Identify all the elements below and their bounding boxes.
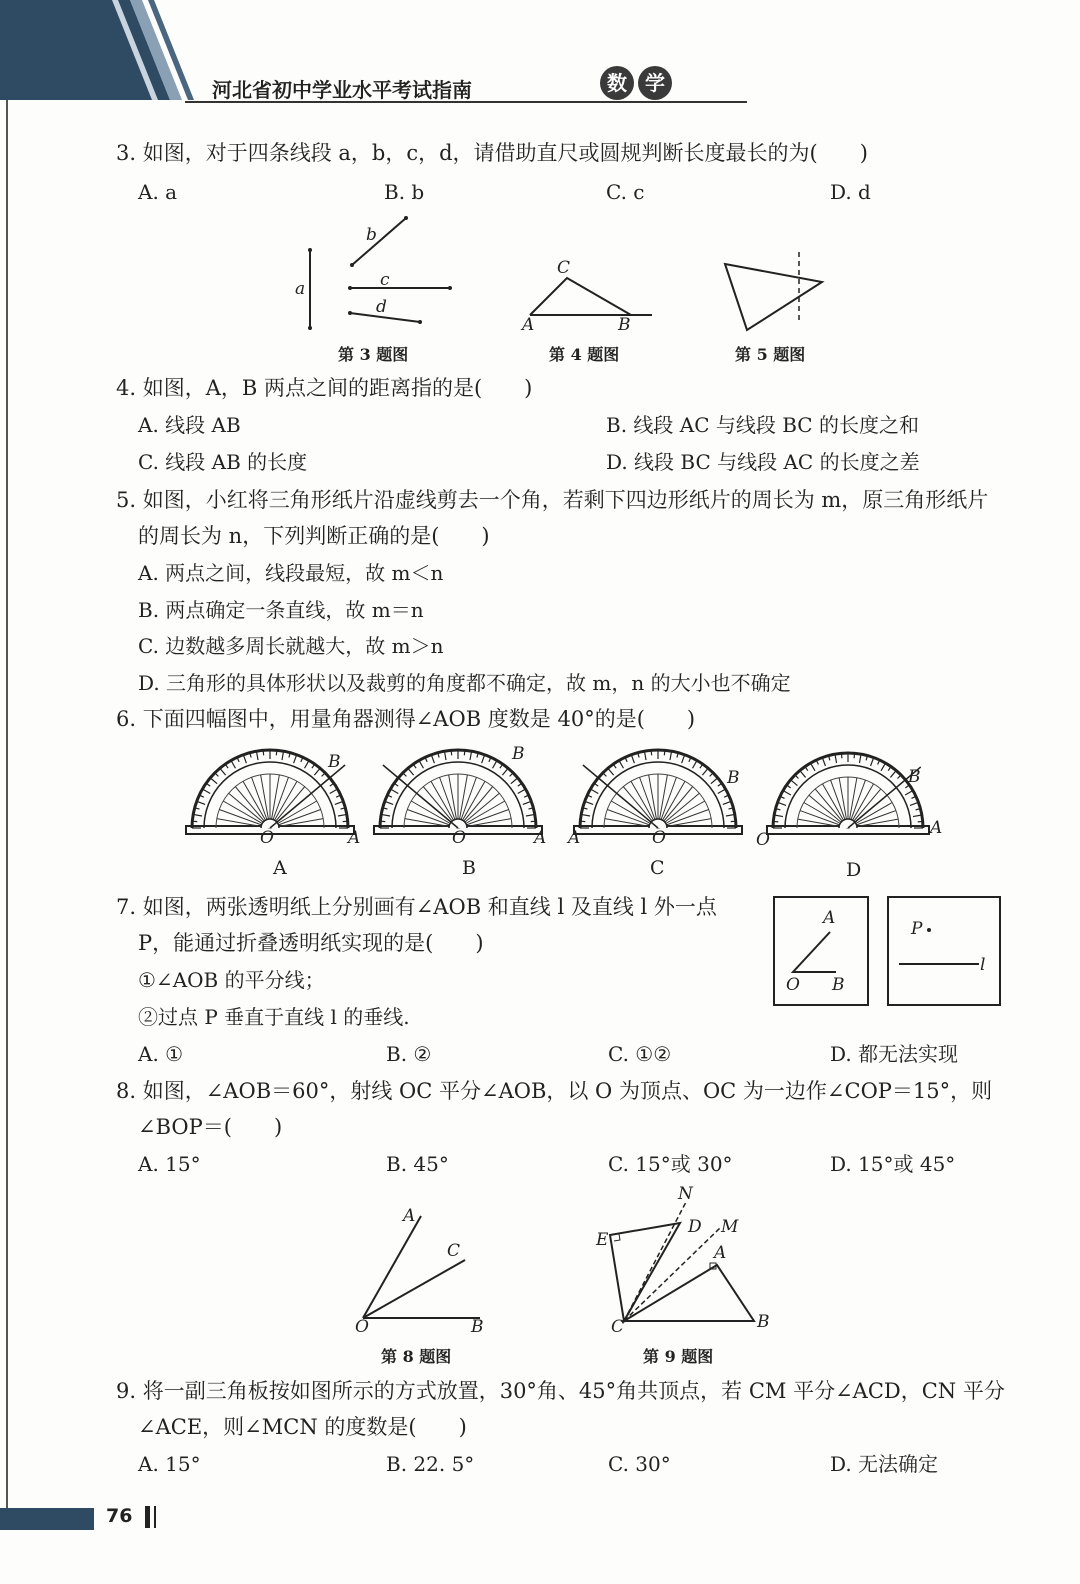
q7-option-c: C. ①②: [608, 1042, 672, 1066]
q5-stem-line1: 5. 如图，小红将三角形纸片沿虚线剪去一个角，若剩下四边形纸片的周长为 m，原三角形纸片: [116, 488, 989, 512]
fig3-label-c: c: [380, 270, 390, 290]
q5-option-c: C. 边数越多周长就越大，故 m＞n: [138, 634, 444, 658]
q6b-label-b: B: [512, 744, 525, 764]
subject-badge-1: 数: [600, 66, 634, 100]
fig8-label-a: A: [403, 1206, 416, 1226]
q6a-label-o: O: [260, 828, 274, 848]
q6-option-letter-a: A: [273, 857, 287, 879]
fig8-caption: 第 8 题图: [381, 1347, 452, 1366]
fig3-label-b: b: [366, 225, 377, 245]
fig8-label-b: B: [471, 1317, 484, 1337]
fig9-caption: 第 9 题图: [643, 1347, 714, 1366]
fig7-label-a: A: [823, 908, 836, 928]
q4-option-d: D. 线段 BC 与线段 AC 的长度之差: [606, 450, 920, 474]
q6c-label-a: A: [568, 828, 581, 848]
q7-option-a: A. ①: [138, 1042, 184, 1066]
fig9-label-n: N: [678, 1184, 693, 1204]
q4-option-a: A. 线段 AB: [138, 413, 241, 437]
q3-stem: 3. 如图，对于四条线段 a，b，c，d，请借助直尺或圆规判断长度最长的为( ): [116, 141, 868, 165]
q8-stem-line1: 8. 如图，∠AOB＝60°，射线 OC 平分∠AOB，以 O 为顶点、OC 为一边作∠COP＝15°，则: [116, 1079, 993, 1103]
fig7-label-o: O: [786, 975, 800, 995]
q8-option-d: D. 15°或 45°: [830, 1152, 956, 1176]
fig7-label-p: P: [911, 919, 923, 939]
fig7-label-l: l: [980, 955, 986, 975]
q6a-label-b: B: [328, 752, 341, 772]
q6d-label-a: A: [930, 818, 943, 838]
q5-option-b: B. 两点确定一条直线，故 m＝n: [138, 598, 424, 622]
fig9-label-c: C: [611, 1317, 625, 1337]
q4-option-b: B. 线段 AC 与线段 BC 的长度之和: [606, 413, 919, 437]
q3-option-b: B. b: [384, 180, 425, 204]
fig9-label-b: B: [757, 1312, 770, 1332]
q8-stem-line2: ∠BOP＝( ): [138, 1115, 283, 1139]
subject-badge-2: 学: [638, 66, 672, 100]
fig3-caption: 第 3 题图: [338, 345, 409, 364]
fig4-label-c: C: [557, 258, 571, 278]
q9-option-d: D. 无法确定: [830, 1452, 939, 1476]
fig3-label-d: d: [376, 297, 387, 317]
q6c-label-b: B: [727, 768, 740, 788]
page-left-rule: [6, 100, 8, 1520]
q6-option-letter-b: B: [462, 857, 476, 879]
q9-option-c: C. 30°: [608, 1452, 671, 1476]
q3-option-a: A. a: [138, 180, 178, 204]
fig4-label-b: B: [618, 315, 631, 335]
q7-stem-line1: 7. 如图，两张透明纸上分别画有∠AOB 和直线 l 及直线 l 外一点: [116, 895, 717, 919]
fig9-set-squares: [600, 1190, 770, 1340]
header-stripes: [0, 0, 200, 100]
q7-item2: ②过点 P 垂直于直线 l 的垂线.: [138, 1005, 410, 1029]
header-title: 河北省初中学业水平考试指南: [212, 78, 472, 102]
q8-option-a: A. 15°: [138, 1152, 201, 1176]
q7-option-d: D. 都无法实现: [830, 1042, 959, 1066]
fig9-label-d: D: [688, 1217, 702, 1237]
fig9-label-m: M: [721, 1217, 739, 1237]
q8-option-b: B. 45°: [386, 1152, 449, 1176]
q9-option-b: B. 22. 5°: [386, 1452, 475, 1476]
q6a-label-a: A: [348, 828, 361, 848]
footer-bar: [0, 1508, 94, 1530]
fig8-angle: [355, 1208, 495, 1328]
q3-option-c: C. c: [606, 180, 645, 204]
fig7-label-b: B: [832, 975, 845, 995]
q6b-label-a: A: [534, 828, 547, 848]
fig4-label-a: A: [522, 315, 535, 335]
q7-item1: ①∠AOB 的平分线；: [138, 968, 325, 992]
q5-option-d: D. 三角形的具体形状以及裁剪的角度都不确定，故 m，n 的大小也不确定: [138, 671, 791, 695]
q9-stem-line1: 9. 将一副三角板按如图所示的方式放置，30°角、45°角共顶点，若 CM 平分∠ACD，CN 平分: [116, 1379, 1005, 1403]
fig8-label-c: C: [447, 1241, 461, 1261]
q3-option-d: D. d: [830, 180, 871, 204]
protractor-c: [566, 740, 756, 840]
footer-mark-1: [145, 1506, 150, 1528]
page-number: 76: [106, 1505, 133, 1527]
q5-option-a: A. 两点之间，线段最短，故 m＜n: [138, 561, 444, 585]
q6d-label-b: B: [908, 767, 921, 787]
fig5-caption: 第 5 题图: [735, 345, 806, 364]
footer-mark-2: [154, 1506, 156, 1528]
q8-option-c: C. 15°或 30°: [608, 1152, 733, 1176]
q6d-label-o: O: [756, 830, 770, 850]
fig9-label-a: A: [714, 1243, 727, 1263]
fig4-caption: 第 4 题图: [549, 345, 620, 364]
fig8-label-o: O: [355, 1317, 369, 1337]
fig9-label-e: E: [596, 1230, 609, 1250]
q6-option-letter-c: C: [650, 857, 665, 879]
q7-option-b: B. ②: [386, 1042, 432, 1066]
q7-stem-line2: P，能通过折叠透明纸实现的是( ): [138, 931, 484, 955]
q9-stem-line2: ∠ACE，则∠MCN 的度数是( ): [138, 1415, 467, 1439]
fig3-label-a: a: [295, 279, 306, 299]
q4-stem: 4. 如图，A，B 两点之间的距离指的是( ): [116, 376, 533, 400]
q5-stem-line2: 的周长为 n，下列判断正确的是( ): [138, 524, 490, 548]
q6b-label-o: O: [452, 828, 466, 848]
fig7-paper-line: [887, 896, 1001, 1008]
protractor-b: [378, 740, 568, 840]
fig5-triangle: [715, 250, 835, 340]
q9-option-a: A. 15°: [138, 1452, 201, 1476]
fig4-triangle: [520, 260, 660, 330]
protractor-a: [185, 740, 375, 840]
q4-option-c: C. 线段 AB 的长度: [138, 450, 308, 474]
q6-option-letter-d: D: [846, 859, 862, 881]
q6-stem: 6. 下面四幅图中，用量角器测得∠AOB 度数是 40°的是( ): [116, 707, 696, 731]
q6c-label-o: O: [652, 828, 666, 848]
